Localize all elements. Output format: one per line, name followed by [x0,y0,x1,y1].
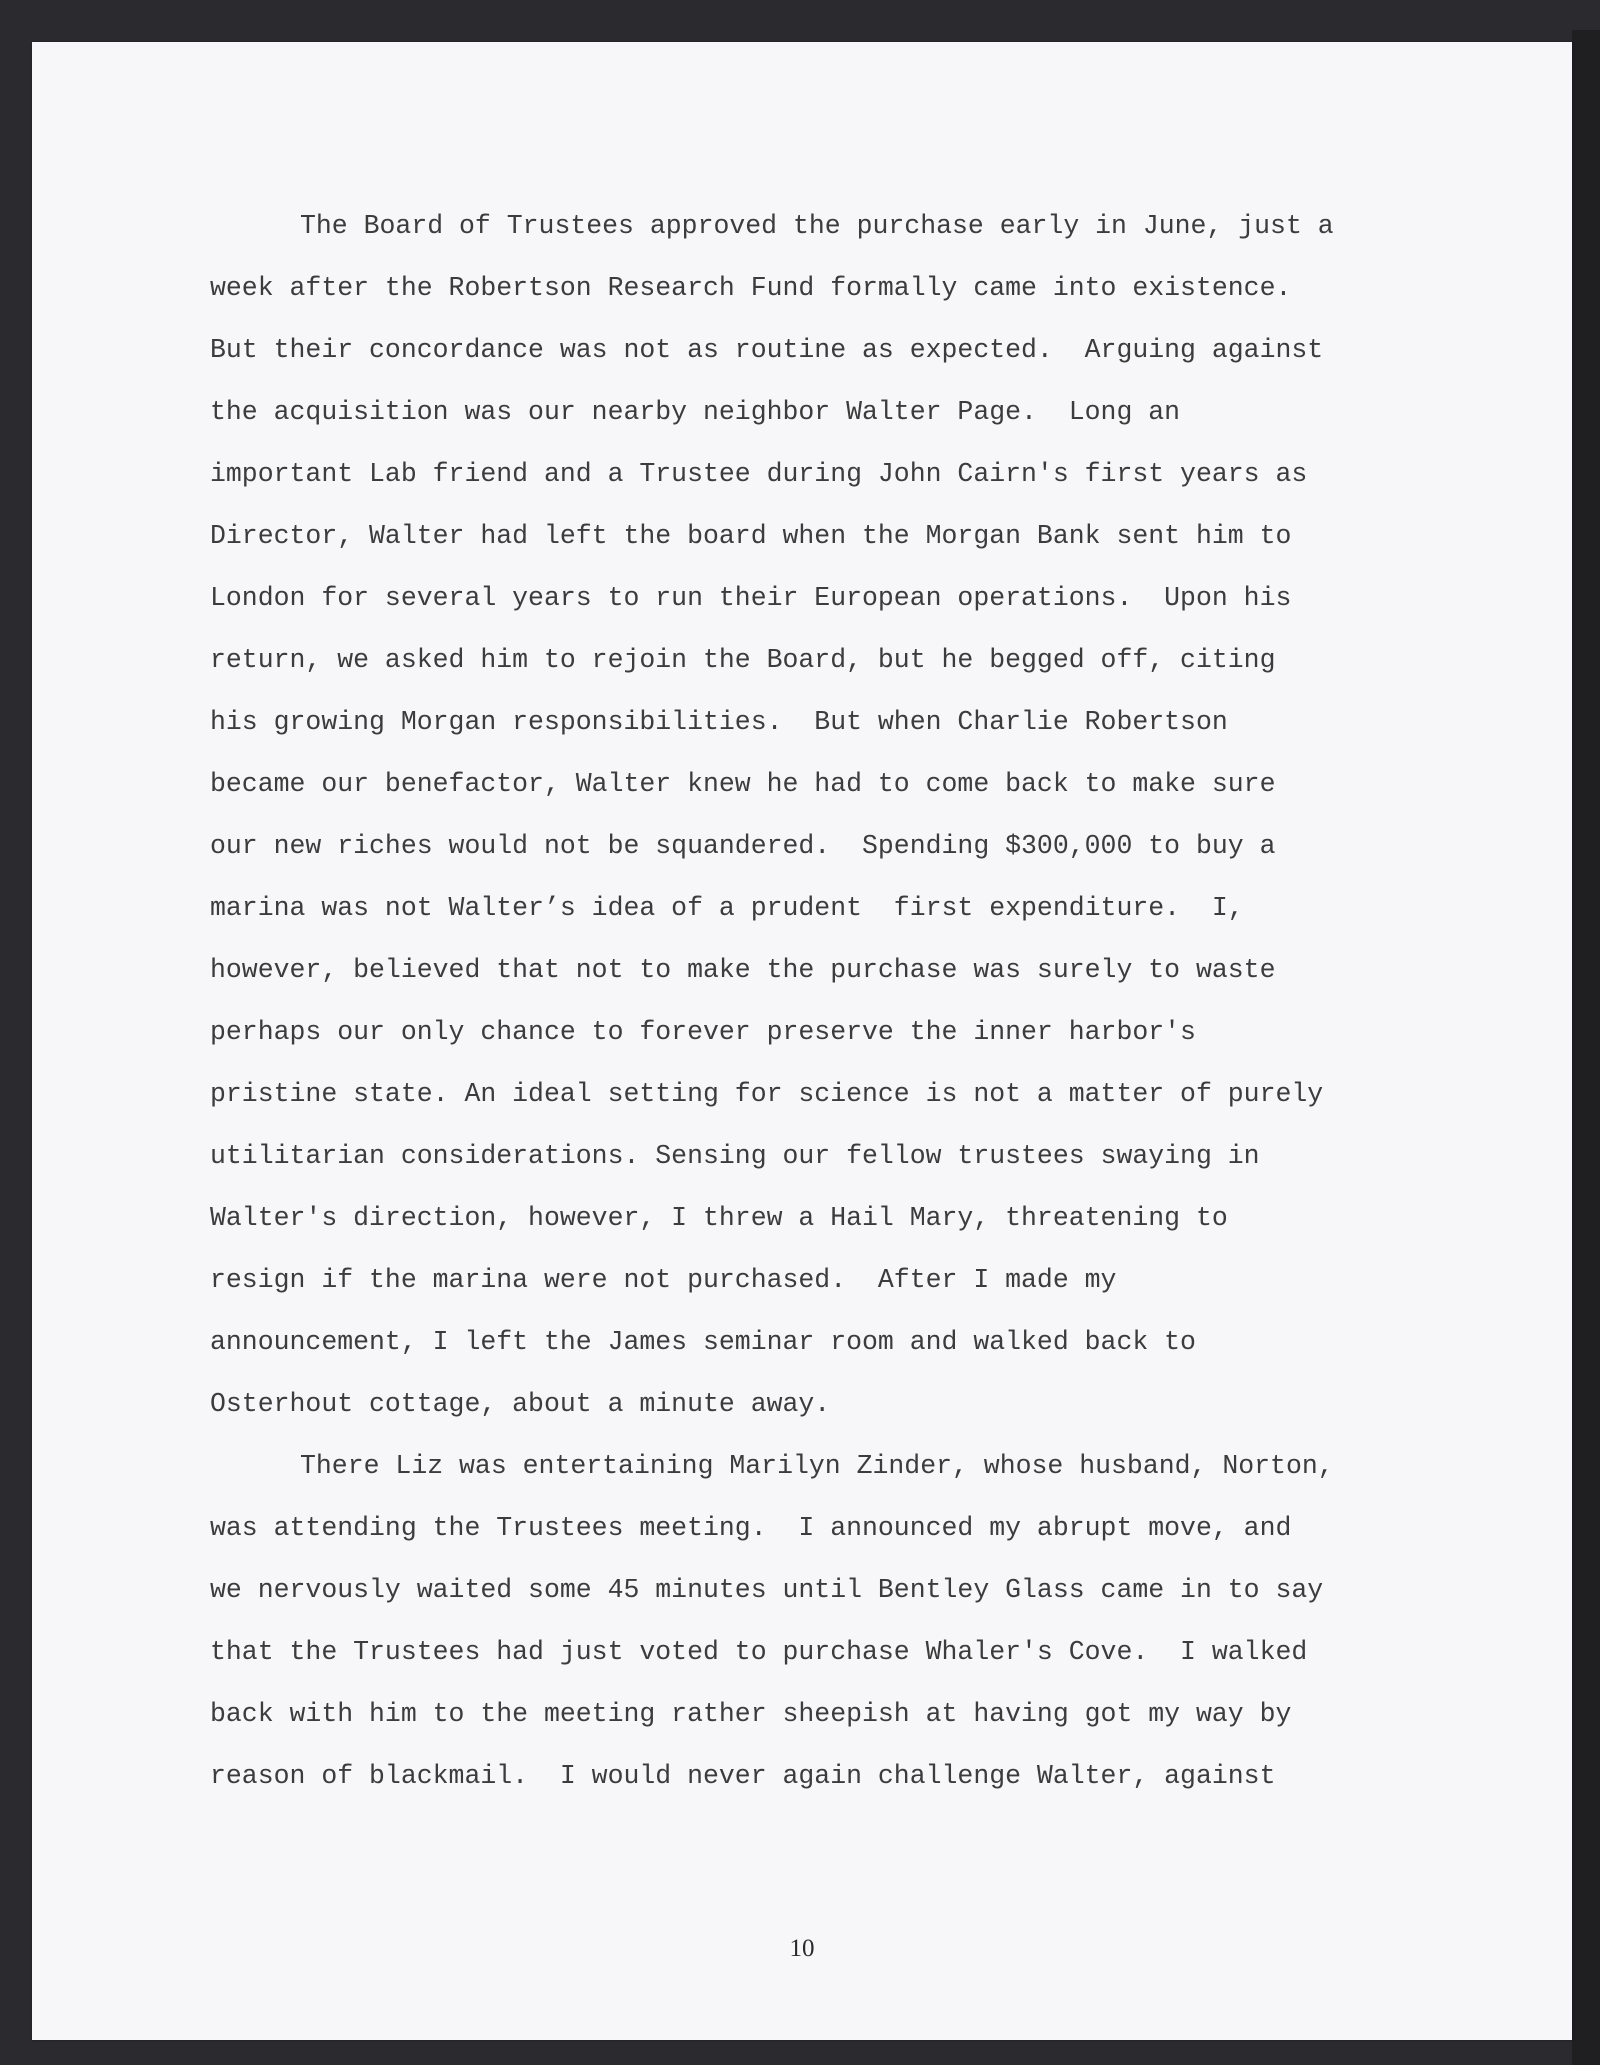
text-line: our new riches would not be squandered. Spending $300,000 to buy a [210,831,1276,861]
text-line: utilitarian considerations. Sensing our fellow trustees swaying in [210,1141,1260,1171]
text-line: The Board of Trustees approved the purchase early in June, just a [300,211,1334,241]
text-line: resign if the marina were not purchased. After I made my [210,1265,1117,1295]
text-line: Osterhout cottage, about a minute away. [210,1389,831,1419]
text-line: Walter's direction, however, I threw a Hail Mary, threatening to [210,1203,1228,1233]
page-number: 10 [789,1935,815,1962]
binder-edge [1572,30,1600,2065]
text-line: perhaps our only chance to forever preserve the inner harbor's [210,1017,1196,1047]
paper-sheet [32,42,1572,2040]
text-line: back with him to the meeting rather sheepish at having got my way by [210,1699,1292,1729]
text-line: became our benefactor, Walter knew he had to come back to make sure [210,769,1276,799]
text-line: we nervously waited some 45 minutes until Bentley Glass came in to say [210,1575,1324,1605]
text-line: week after the Robertson Research Fund formally came into existence. [210,273,1292,303]
text-line: the acquisition was our nearby neighbor Walter Page. Long an [210,397,1181,427]
text-line: important Lab friend and a Trustee during John Cairn's first years as [210,459,1308,489]
text-line: return, we asked him to rejoin the Board, but he begged off, citing [210,645,1276,675]
text-line: There Liz was entertaining Marilyn Zinder, whose husband, Norton, [300,1451,1334,1481]
text-line: Director, Walter had left the board when the Morgan Bank sent him to [210,521,1292,551]
text-line: that the Trustees had just voted to purchase Whaler's Cove. I walked [210,1637,1308,1667]
text-line: pristine state. An ideal setting for science is not a matter of purely [210,1079,1324,1109]
text-line: was attending the Trustees meeting. I announced my abrupt move, and [210,1513,1292,1543]
text-line: announcement, I left the James seminar room and walked back to [210,1327,1196,1357]
text-line: however, believed that not to make the purchase was surely to waste [210,955,1276,985]
text-line: London for several years to run their European operations. Upon his [210,583,1292,613]
text-line: marina was not Walter’s idea of a prudent first expenditure. I, [210,893,1244,923]
text-line: reason of blackmail. I would never again challenge Walter, against [210,1761,1276,1791]
text-line: his growing Morgan responsibilities. But when Charlie Robertson [210,707,1228,737]
text-line: But their concordance was not as routine as expected. Arguing against [210,335,1324,365]
